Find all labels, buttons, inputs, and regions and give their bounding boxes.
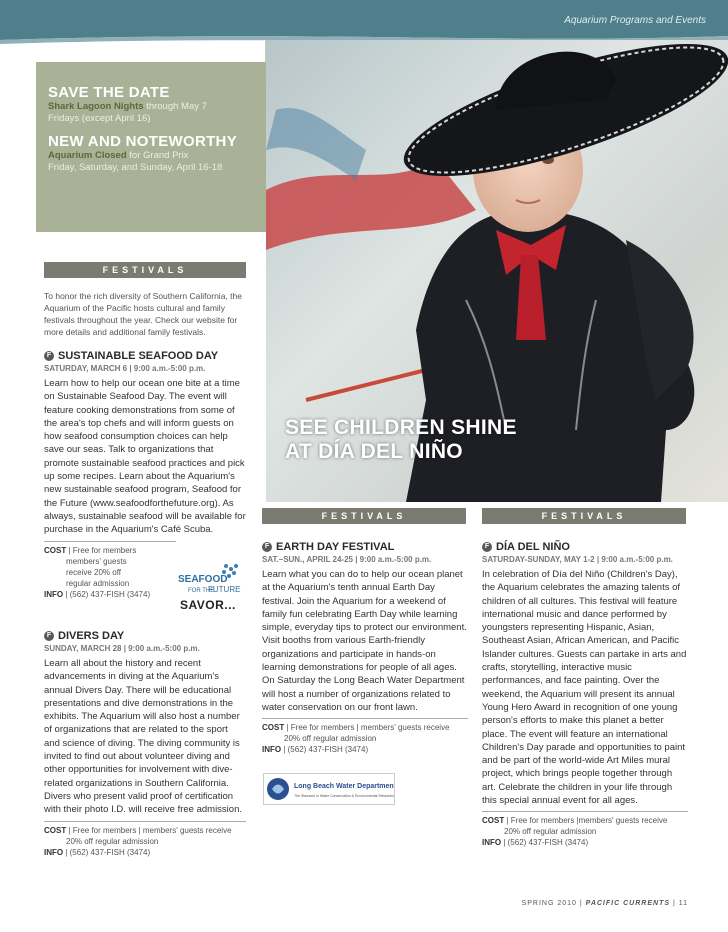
festival-bullet-icon: F — [44, 631, 54, 641]
save-bold: Shark Lagoon Nights — [48, 101, 144, 112]
save-the-date-line — [48, 101, 266, 113]
event-nino-title: F DÍA DEL NIÑO — [482, 541, 688, 553]
long-beach-water-logo — [263, 773, 395, 805]
event-earth-cost: COST | Free for members | members' guests receive 20% off regular admission INFO | (562) 437-FISH (3474) — [262, 718, 468, 755]
event-divers-date: SUNDAY, MARCH 28 | 9:00 a.m.-5:00 p.m. — [44, 644, 200, 653]
footer-publication: PACIFIC CURRENTS — [585, 900, 670, 907]
event-divers-title: F DIVERS DAY — [44, 630, 246, 642]
headline-line2: AT DÍA DEL NIÑO — [285, 440, 463, 463]
save-rest: through May 7 — [143, 101, 207, 112]
headline — [285, 416, 517, 464]
event-divers-cost: COST | Free for members | members' guests receive 20% off regular admission INFO | (562) 437-FISH (3474) — [44, 821, 246, 858]
event-seafood-date: SATURDAY, MARCH 6 | 9:00 a.m.-5:00 p.m. — [44, 364, 206, 373]
savor-logo: SAVOR... — [180, 598, 236, 612]
seafood-logo-text-2: FOR THE — [188, 588, 215, 594]
page-number: 11 — [678, 900, 688, 907]
lbwd-tagline: The Standard in Water Conservation & Environmental Stewardship — [294, 794, 394, 798]
festivals-band-middle: FESTIVALS — [262, 508, 466, 524]
lbwd-text: Long Beach Water Department — [294, 783, 394, 790]
festival-bullet-icon: F — [482, 542, 492, 552]
footer-season: SPRING 2010 — [521, 900, 577, 907]
headline-line1: SEE CHILDREN SHINE — [285, 416, 517, 439]
new-noteworthy-line2: Friday, Saturday, and Sunday, April 16-18 — [48, 162, 223, 173]
save-the-date-title: SAVE THE DATE — [48, 84, 170, 101]
new-noteworthy-line — [48, 150, 266, 162]
event-nino-date: SATURDAY-SUNDAY, MAY 1-2 | 9:00 a.m.-5:00 p.m. — [482, 555, 673, 564]
event-earth-body: Learn what you can do to help our ocean planet at the Aquarium's tenth annual Earth Day festival. Join the Aquarium for a weekend of family fun celebrating Earth Day while learning simple, everyday tips to protect our environment. Visit booths from various Earth-friendly organizations and participate in hands-on learning demonstrations for people of all ages. On Saturday the Long Beach Water Department will host a number of organizations related to water conservation on our front lawn. — [262, 569, 467, 713]
seafood-for-the-future-logo — [176, 560, 244, 598]
event-divers-body: Learn all about the history and recent advancements in diving at the Aquarium's annual Divers Day. There will be educational presentations and dive demonstrations in the exhibits. The Aquarium will also host a number of organizations that are related to the sport and science of diving. The diving community is invited to find out about volunteer diving and other opportunities for involvement with dive-related organizations in Southern California. Divers who present valid proof of certification with their photo I.D. will receive free admission. — [44, 658, 242, 816]
section-label: Aquarium Programs and Events — [564, 15, 706, 26]
event-earth-date: SAT.–SUN., APRIL 24-25 | 9:00 a.m.-5:00 p.m. — [262, 555, 432, 564]
event-earth — [262, 541, 468, 755]
event-seafood-title: F SUSTAINABLE SEAFOOD DAY — [44, 350, 246, 362]
event-seafood-body: Learn how to help our ocean one bite at a time on Sustainable Seafood Day. The event will feature cooking demonstrations from some of the area's top chefs and will inform guests on how seafood consumption choices can help save our seas. Talk to organizations that promote sustainable seafood practices and pick up some recipes. Learn about the Aquarium's new sustainable seafood program, Seafood for the Future (www.seafoodforthefuture.org). As always, sustainable seafood will be available for purchase in the Aquarium's Café Scuba. — [44, 378, 246, 536]
festival-bullet-icon: F — [44, 351, 54, 361]
festival-bullet-icon: F — [262, 542, 272, 552]
festivals-intro: To honor the rich diversity of Southern California, the Aquarium of the Pacific hosts cultural and family festivals throughout the year. Check our website for more details and additional family festivals. — [44, 291, 242, 337]
festivals-band-left: FESTIVALS — [44, 262, 246, 278]
seafood-logo-text-3: FUTURE — [208, 585, 241, 594]
seafood-logo-text-1: SEAFOOD — [178, 574, 228, 585]
event-earth-title: F EARTH DAY FESTIVAL — [262, 541, 468, 553]
festivals-band-right: FESTIVALS — [482, 508, 686, 524]
event-divers — [44, 630, 246, 858]
promo-box — [36, 62, 266, 232]
new-noteworthy-title: NEW AND NOTEWORTHY — [48, 133, 237, 150]
save-the-date-line2: Fridays (except April 16) — [48, 113, 151, 124]
event-nino — [482, 541, 688, 848]
new-rest: for Grand Prix — [126, 150, 189, 161]
new-bold: Aquarium Closed — [48, 150, 127, 161]
event-nino-cost: COST | Free for members |members' guests receive 20% off regular admission INFO | (562) 437-FISH (3474) — [482, 811, 688, 848]
page-footer: SPRING 2010 | PACIFIC CURRENTS | 11 — [521, 900, 688, 907]
event-seafood-cost: COST | Free for members members' guests receive 20% off regular admission INFO | (562) 437-FISH (3474) — [44, 541, 176, 600]
event-nino-body: In celebration of Día del Niño (Children's Day), the Aquarium celebrates the amazing talents of children of all cultures. This festival will feature international music and dance performed by youngsters representing Hispanic, Asian, Southeast Asian, African American, and Pacific Islander cultures. Guests can partake in arts and crafts, storytelling, interactive music performances, and face painting. Over the weekend, the Aquarium will present its annual Young Hero Award in recognition of one young person's efforts to make this planet a better place. The event will feature an international Children's Day parade and opportunities to paint and be part of the world-wide Art Miles mural project, which brings people together through art. Celebrate the children in your life through this special annual event for all ages. — [482, 569, 687, 807]
